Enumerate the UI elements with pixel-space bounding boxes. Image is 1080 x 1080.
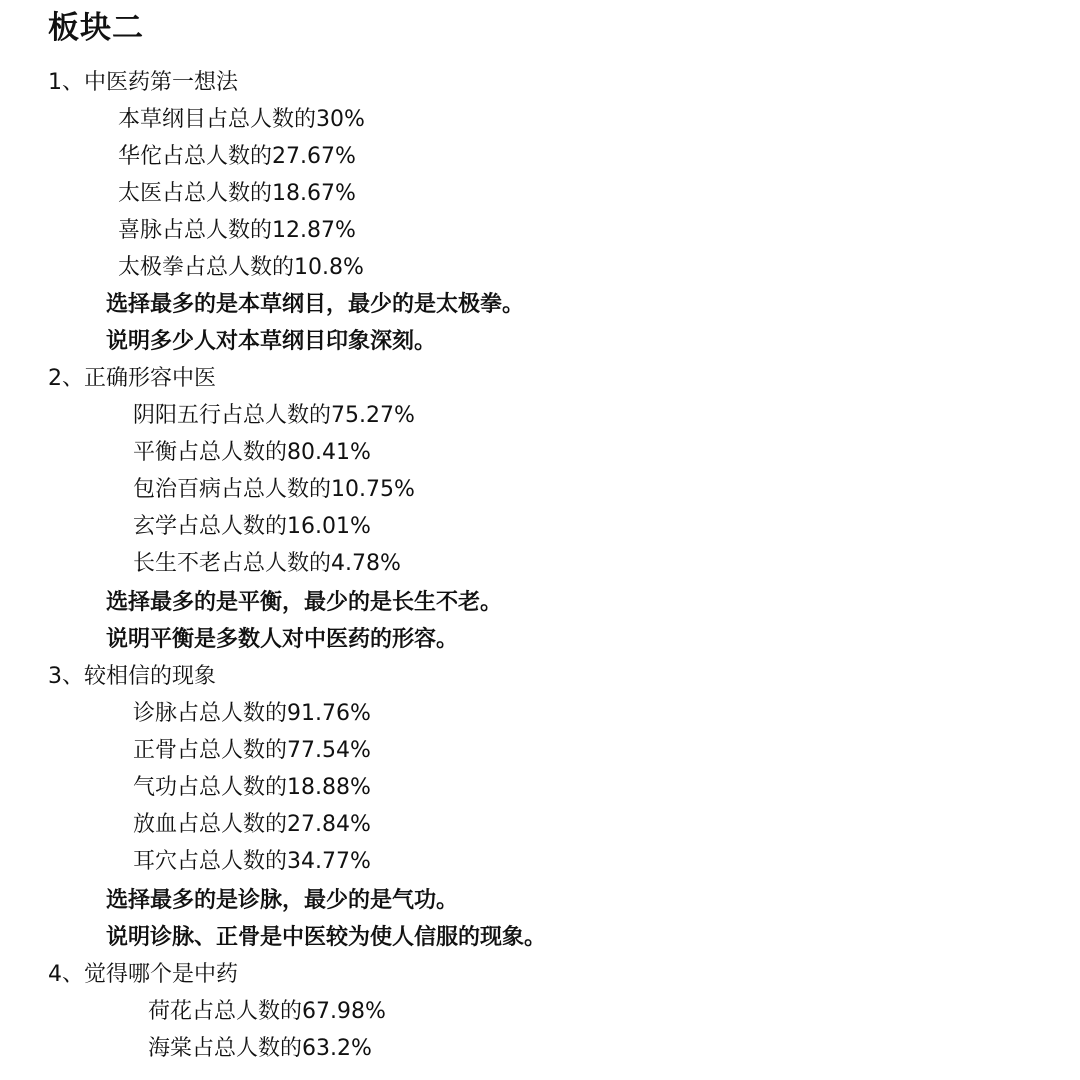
section-heading: 3、较相信的现象	[48, 664, 216, 689]
list-item: 荷花占总人数的67.98%	[148, 999, 386, 1024]
list-item: 海棠占总人数的63.2%	[148, 1036, 372, 1061]
section-heading: 1、中医药第一想法	[48, 70, 238, 95]
list-item: 喜脉占总人数的12.87%	[118, 218, 356, 243]
explanation-text: 说明平衡是多数人对中医药的形容。	[106, 627, 459, 652]
list-item: 气功占总人数的18.88%	[133, 775, 371, 800]
explanation-text: 说明多少人对本草纲目印象深刻。	[106, 329, 437, 354]
list-item: 本草纲目占总人数的30%	[118, 107, 365, 132]
list-item: 华佗占总人数的27.67%	[118, 144, 356, 169]
list-item: 包治百病占总人数的10.75%	[133, 477, 415, 502]
list-item: 耳穴占总人数的34.77%	[133, 849, 371, 874]
list-item: 放血占总人数的27.84%	[133, 812, 371, 837]
list-item: 玄学占总人数的16.01%	[133, 514, 371, 539]
conclusion-text: 选择最多的是诊脉，最少的是气功。	[106, 888, 459, 913]
list-item: 长生不老占总人数的4.78%	[133, 551, 401, 576]
explanation-text: 说明诊脉、正骨是中医较为使人信服的现象。	[106, 925, 547, 950]
page-title: 板块二	[48, 10, 144, 46]
list-item: 诊脉占总人数的91.76%	[133, 701, 371, 726]
list-item: 太极拳占总人数的10.8%	[118, 255, 364, 280]
list-item: 平衡占总人数的80.41%	[133, 440, 371, 465]
conclusion-text: 选择最多的是本草纲目，最少的是太极拳。	[106, 292, 525, 317]
list-item: 阴阳五行占总人数的75.27%	[133, 403, 415, 428]
conclusion-text: 选择最多的是平衡，最少的是长生不老。	[106, 590, 503, 615]
list-item: 正骨占总人数的77.54%	[133, 738, 371, 763]
list-item: 太医占总人数的18.67%	[118, 181, 356, 206]
section-heading: 4、觉得哪个是中药	[48, 962, 238, 987]
section-heading: 2、正确形容中医	[48, 366, 216, 391]
